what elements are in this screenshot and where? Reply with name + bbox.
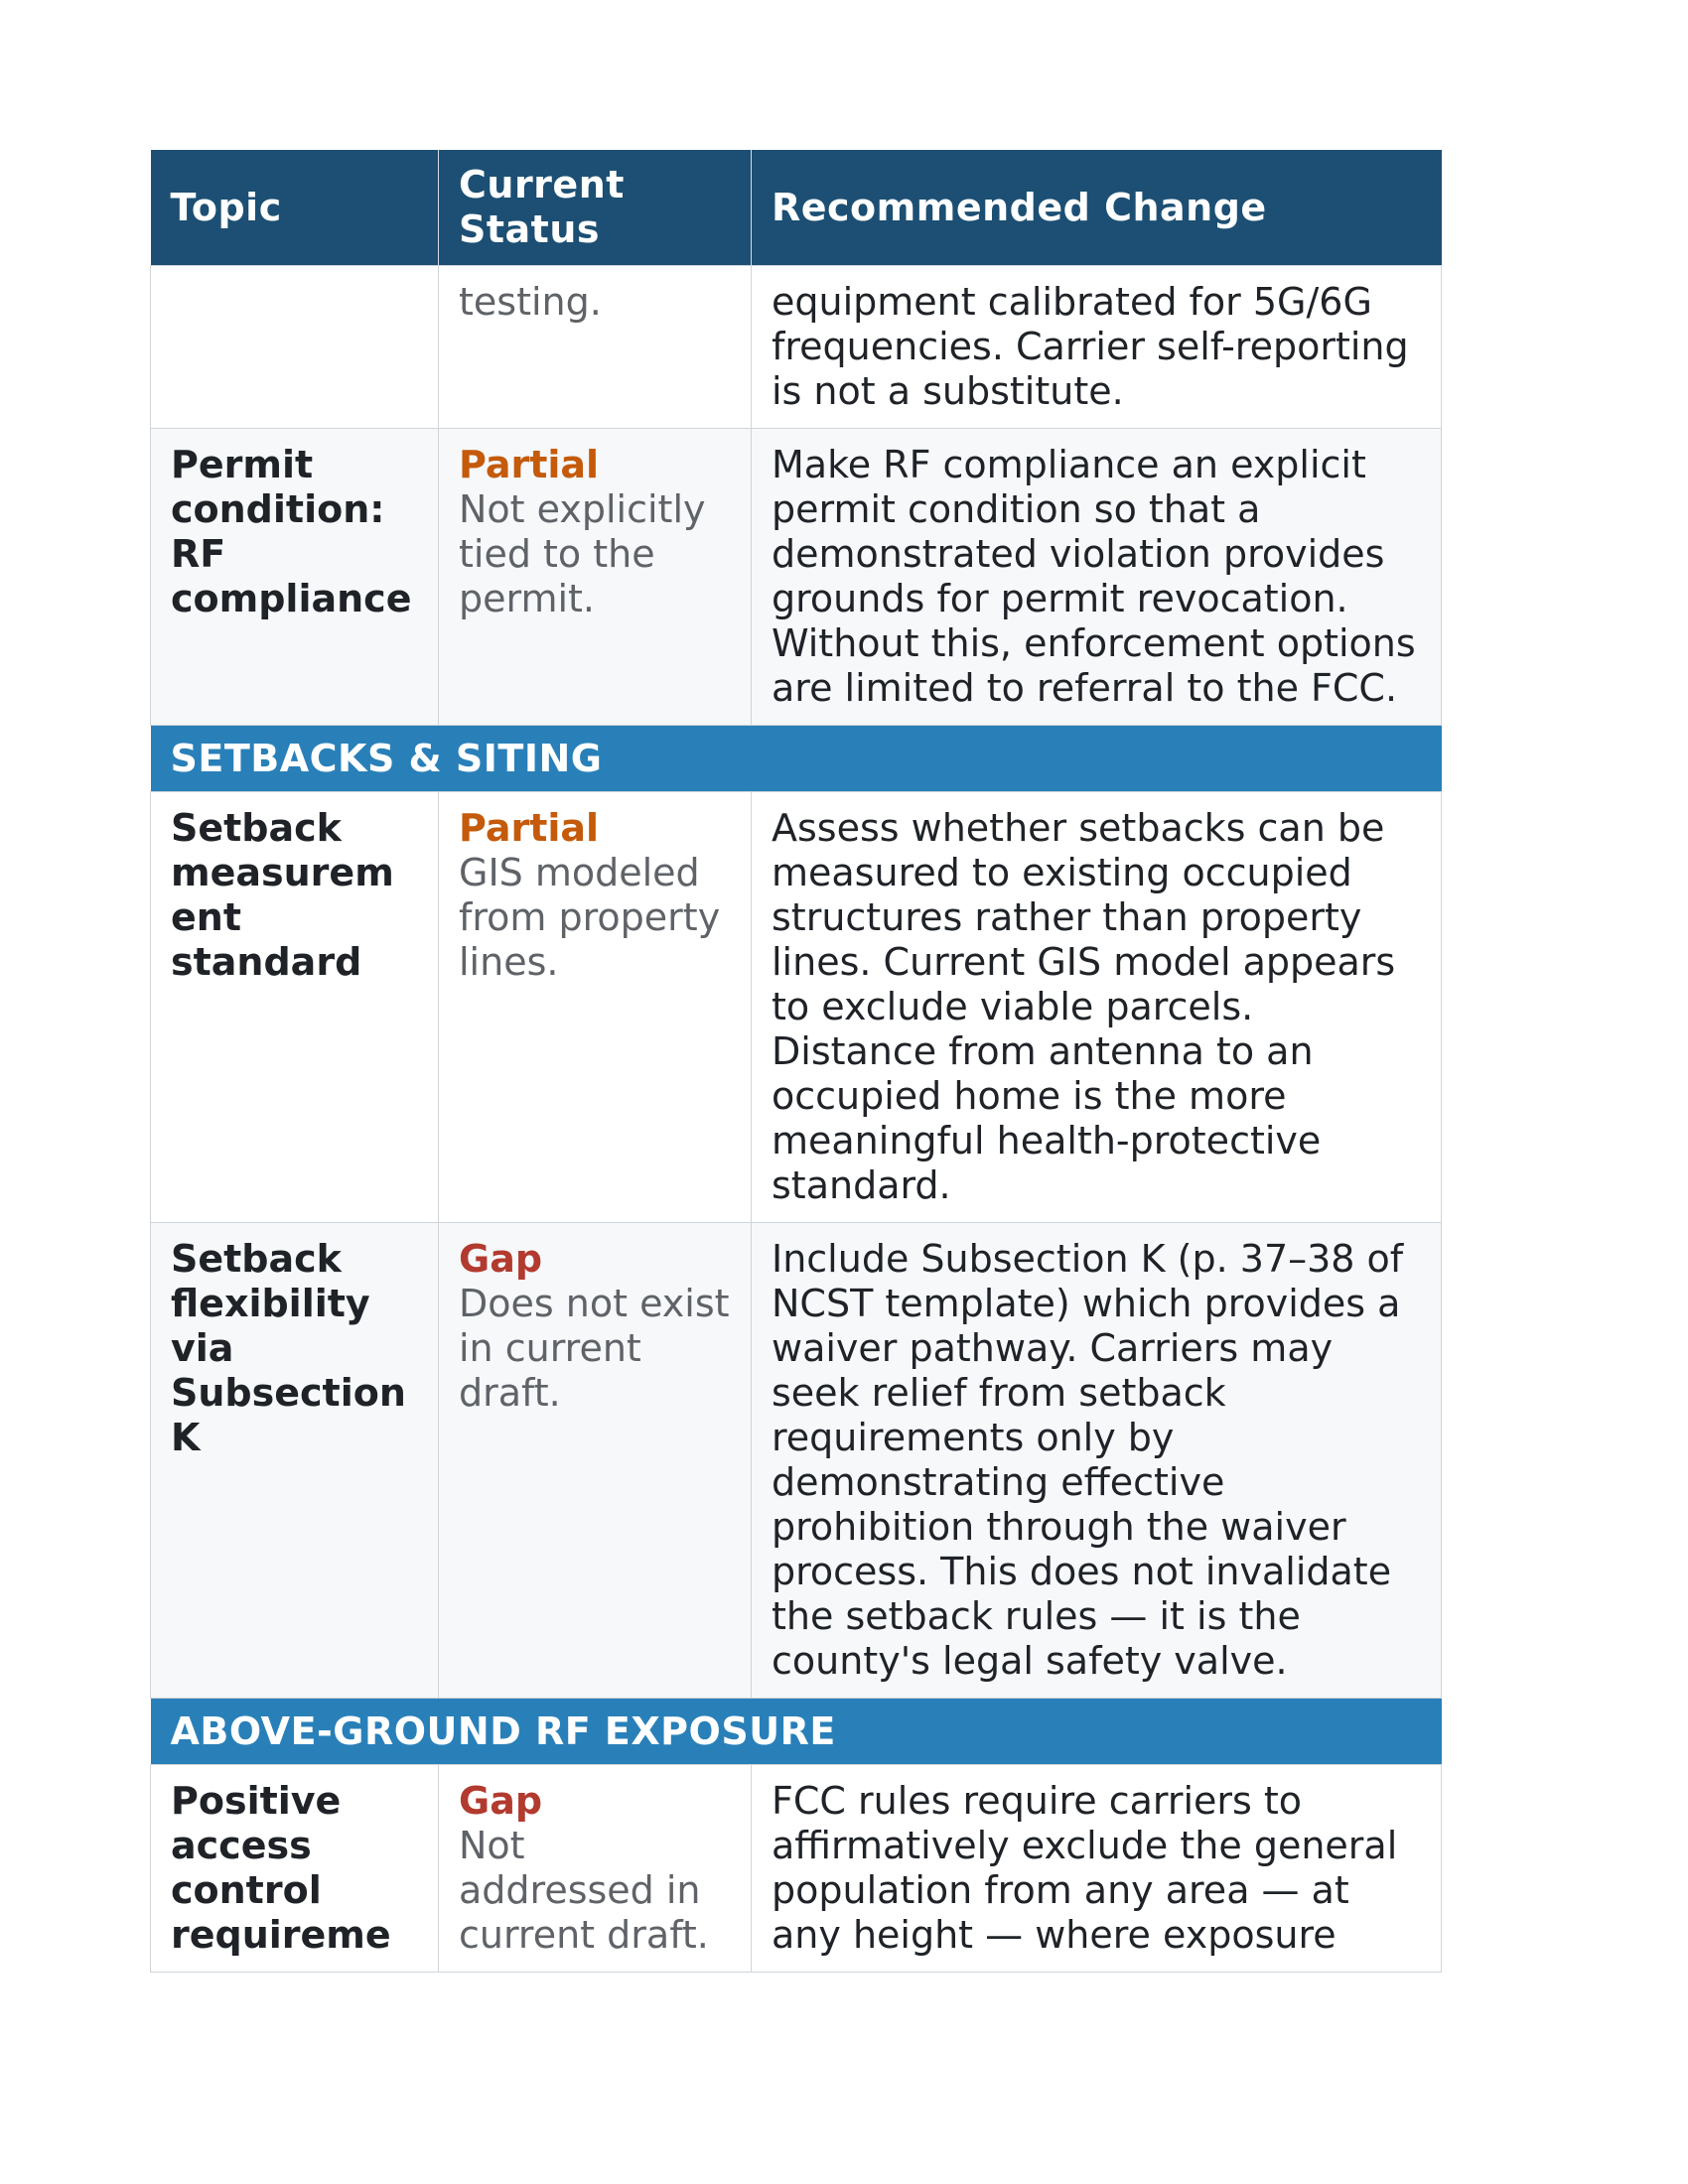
table-row	[151, 792, 1442, 1223]
header-topic: Topic	[151, 150, 439, 266]
status-text: Does not exist in current draft.	[459, 1282, 730, 1415]
status-cell	[439, 429, 752, 726]
topic-cell	[151, 266, 439, 429]
status-text: GIS modeled from property lines.	[459, 851, 721, 984]
topic-cell: Setback measurement standard	[151, 792, 439, 1223]
section-title: ABOVE-GROUND RF EXPOSURE	[151, 1699, 1442, 1765]
table-header-row	[151, 150, 1442, 266]
change-cell: Make RF compliance an explicit permit condition so that a demonstrated violation provides grounds for permit revocation. Without this, enforcement options are limited to referral to the FCC.	[752, 429, 1442, 726]
change-cell: equipment calibrated for 5G/6G frequencies. Carrier self-reporting is not a substitute.	[752, 266, 1442, 429]
table-row	[151, 429, 1442, 726]
section-header-row	[151, 1699, 1442, 1765]
status-cell	[439, 1765, 752, 1973]
header-recommended-change: Recommended Change	[752, 150, 1442, 266]
status-cell	[439, 1223, 752, 1699]
recommendations-table	[150, 150, 1442, 1973]
status-badge: Partial	[459, 806, 600, 850]
table-row	[151, 1765, 1442, 1973]
section-title: SETBACKS & SITING	[151, 726, 1442, 792]
table-row	[151, 266, 1442, 429]
status-text: Not addressed in current draft.	[459, 1824, 709, 1957]
change-cell: Include Subsection K (p. 37–38 of NCST template) which provides a waiver pathway. Carriers may seek relief from setback requirements only by demonstrating effective prohibition through the waiver process. This does not invalidate the setback rules — it is the county's legal safety valve.	[752, 1223, 1442, 1699]
table-row	[151, 1223, 1442, 1699]
status-cell	[439, 266, 752, 429]
change-cell: Assess whether setbacks can be measured to existing occupied structures rather than property lines. Current GIS model appears to exclude viable parcels. Distance from antenna to an occupied home is the more meaningful health-protective standard.	[752, 792, 1442, 1223]
change-cell: FCC rules require carriers to affirmatively exclude the general population from any area — at any height — where exposure	[752, 1765, 1442, 1973]
status-badge: Partial	[459, 443, 600, 486]
section-header-row	[151, 726, 1442, 792]
topic-cell: Positive access control requireme	[151, 1765, 439, 1973]
status-text: Not explicitly tied to the permit.	[459, 487, 706, 620]
status-badge: Gap	[459, 1779, 543, 1823]
topic-cell: Setback flexibility via Subsection K	[151, 1223, 439, 1699]
status-text: testing.	[459, 280, 602, 324]
topic-cell: Permit condition: RF compliance	[151, 429, 439, 726]
header-current-status: Current Status	[439, 150, 752, 266]
status-cell	[439, 792, 752, 1223]
status-badge: Gap	[459, 1237, 543, 1281]
